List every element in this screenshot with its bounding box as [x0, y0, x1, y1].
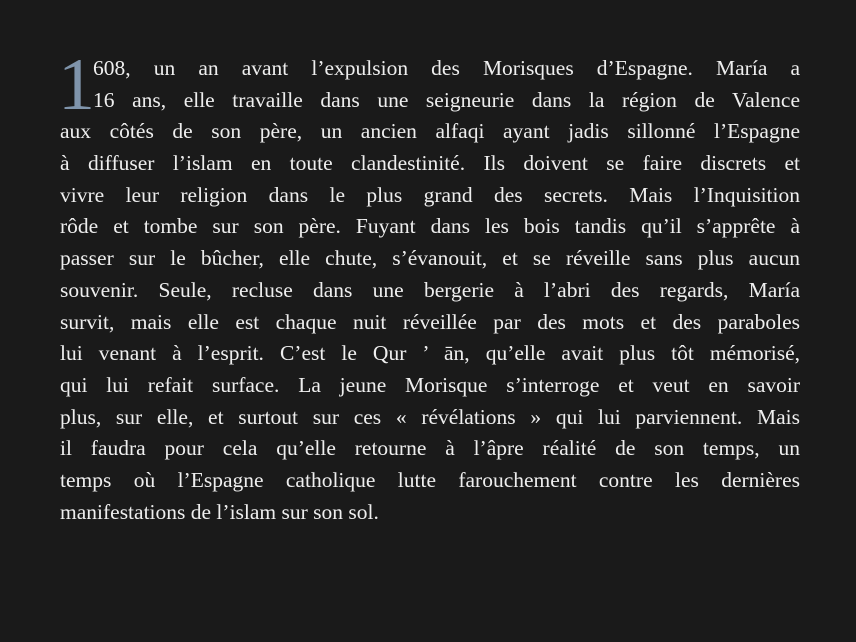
text-line: vivre leur religion dans le plus grand des secrets. Mais l’Inquisition [60, 182, 800, 207]
text-line: manifestations de l’islam sur son sol. [60, 499, 379, 524]
text-line: à diffuser l’islam en toute clandestinité. Ils doivent se faire discrets et [60, 151, 800, 176]
text-line: plus, sur elle, et surtout sur ces « révélations » qui lui parviennent. Mais [60, 404, 800, 429]
text-line: qui lui refait surface. La jeune Morisque s’interroge et veut en savoir [60, 372, 800, 397]
text-line: 16 ans, elle travaille dans une seigneurie dans la région de Valence [93, 87, 800, 112]
drop-cap: 1 [58, 44, 95, 126]
text-line: 608, un an avant l’expulsion des Morisques d’Espagne. María a [93, 56, 800, 80]
synopsis-text [60, 53, 800, 528]
text-line: il faudra pour cela qu’elle retourne à l’âpre réalité de son temps, un [60, 436, 800, 461]
text-line: rôde et tombe sur son père. Fuyant dans les bois tandis qu’il s’apprête à [60, 214, 800, 239]
text-line: aux côtés de son père, un ancien alfaqi ayant jadis sillonné l’Espagne [60, 119, 800, 144]
text-line: survit, mais elle est chaque nuit réveillée par des mots et des paraboles [60, 309, 800, 334]
text-line: lui venant à l’esprit. C’est le Qur ’ ān, qu’elle avait plus tôt mémorisé, [60, 341, 800, 366]
text-line: passer sur le bûcher, elle chute, s’évanouit, et se réveille sans plus aucun [60, 246, 800, 271]
text-line: temps où l’Espagne catholique lutte farouchement contre les dernières [60, 467, 800, 492]
text-line: souvenir. Seule, recluse dans une bergerie à l’abri des regards, María [60, 277, 800, 302]
